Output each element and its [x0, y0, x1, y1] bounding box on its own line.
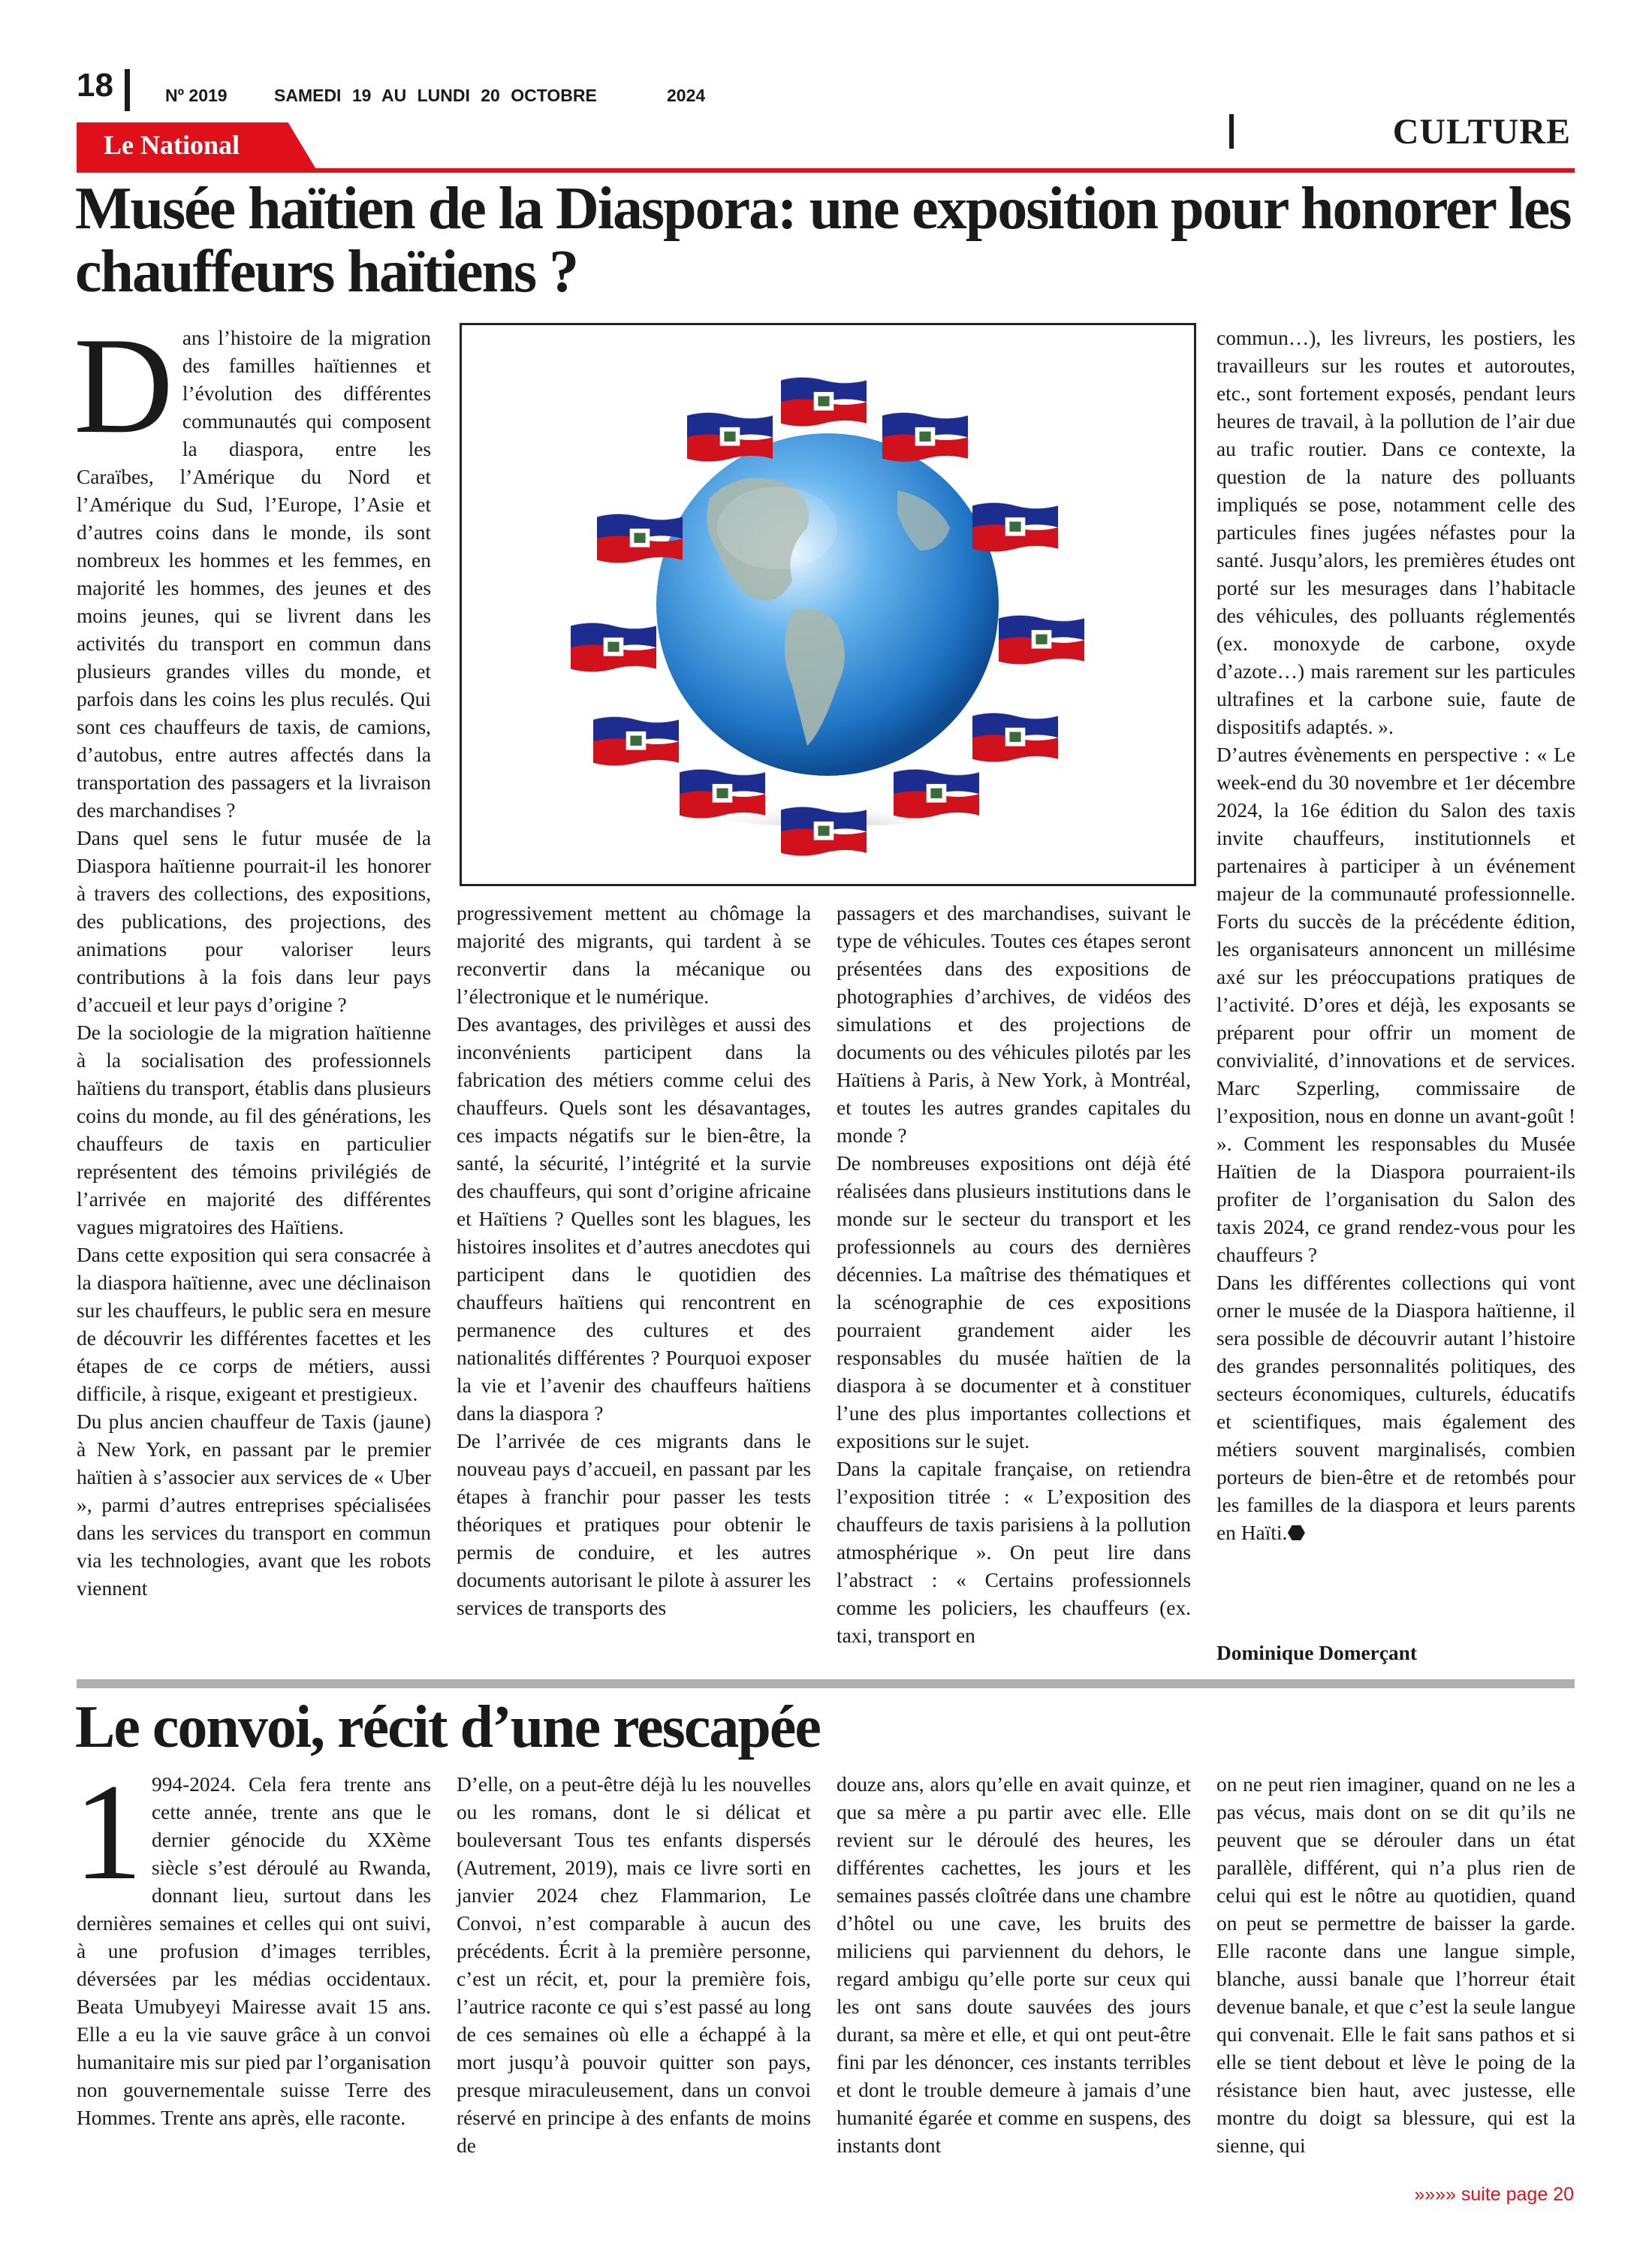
paragraph [1216, 1269, 1575, 1547]
end-mark-icon: ⬣ [1287, 1522, 1306, 1544]
newspaper-logo: Le National [104, 130, 240, 160]
paragraph: Des avantages, des privilèges et aussi des inconvénients participent dans la fabrication des métiers comme celui des chauffeurs. Quels sont les désavantages, ces impacts négatifs sur le bien-être, la santé, la sécurité, l’intégrité et la survie des chauffeurs, qui sont d’origine africaine et Haïtiens ? Quelles sont les blagues, les histoires insolites et d’autres anecdotes qui participent dans le quotidien des chauffeurs haïtiens qui rencontrent en permanence des cultures et des nationalités différentes ? Pourquoi exposer la vie et l’avenir des chauffeurs haïtiens dans la diaspora ? [457, 1013, 811, 1425]
section-label: CULTURE [1392, 112, 1571, 152]
page-number-divider [125, 69, 130, 111]
paragraph-text: Dans les différentes collections qui vont orner le musée de la Diaspora haïtienne, il sera possible de découvrir autant l’histoire des grandes personnalités politiques, des secteurs économiques, culturels, éducatifs et scientifiques, mais également des métiers souvent marginalisés, combien porteurs de bien-être et de retombés pour les familles de la diaspora et leurs parents en Haïti. [1216, 1271, 1575, 1544]
author-signature: Dominique Domerçant [1216, 1642, 1418, 1664]
continued-link[interactable]: »»»» suite page 20 [1414, 2184, 1574, 2205]
paragraph: D’autres évènements en perspective : « Le week-end du 30 novembre et 1er décembre 2024, la 16e édition du Salon des taxis invite chauffeurs, institutionnels et partenaires à participer à un événement majeur de la communauté professionnelle. Forts du succès de la précédente édition, les organisateurs annoncent un millésime axé sur les préoccupations pratiques de l’activité. D’ores et déjà, les exposants se préparent pour offrir un moment de convivialité, d’innovations et de services. Marc Szperling, commissaire de l’exposition, nous en donne un avant-goût ! ». Comment les responsables du Musée Haïtien de la Diaspora pourraient-ils profiter de l’organisation du Salon des taxis 2024, ce grand rendez-vous pour les chauffeurs ? [1216, 743, 1575, 1266]
header-rule [77, 168, 1575, 173]
article-column-3 [837, 1771, 1191, 2160]
paragraph: De la sociologie de la migration haïtienne à la socialisation des professionnels haïtiens du transport, établis dans plusieurs coins du monde, au fil des générations, les chauffeurs de taxis en particulier représentent des témoins privilégiés de l’arrivée en majorité des différentes vagues migratoires des Haïtiens. [77, 1021, 431, 1238]
paragraph: commun…), les livreurs, les postiers, les travailleurs sur les routes et autoroutes, etc., sont fortement exposés, pendant leurs heures de travail, à la pollution de l’air due au trafic routier. Dans ce contexte, la question de la nature des polluants impliqués se pose, notamment celle des particules fines jugées néfastes pour la santé. Jusqu’alors, les premières études ont porté sur les mesurages dans l’habitacle des véhicules, des polluants réglementés (ex. monoxyde de carbone, oxyde d’azote…) mais rarement sur les particules ultrafines et la carbone suie, faute de dispositifs adaptés. ». [1216, 327, 1575, 738]
paragraph: 994-2024. Cela fera trente ans cette année, trente ans que le dernier génocide du XXème siècle s’est déroulé au Rwanda, donnant lieu, surtout dans les dernières semaines et celles qui ont suivi, à une profusion d’images terribles, déversées par les médias occidentaux. Beata Umubyeyi Mairesse avait 15 ans. Elle a eu la vie sauve grâce à un convoi humanitaire mis sur pied par l’organisation non gouvernementale suisse Terre des Hommes. Trente ans après, elle raconte. [77, 1773, 431, 2129]
drop-cap: D [74, 309, 173, 462]
paragraph: passagers et des marchandises, suivant le type de véhicules. Toutes ces étapes seront présentées dans des expositions de photographies d’archives, de vidéos des simulations et des projections de documents ou des véhicules pilotés par les Haïtiens à Paris, à New York, à Montréal, et toutes les autres grandes capitales du monde ? [837, 902, 1191, 1147]
article-separator [77, 1679, 1575, 1688]
paragraph: Dans quel sens le futur musée de la Diaspora haïtienne pourrait-il les honorer à travers des collections, des expositions, des publications, des projections, des animations pour valoriser leurs contributions à la fois dans leur pays d’accueil et leur pays d’origine ? [77, 827, 431, 1016]
drop-cap: 1 [74, 1755, 143, 1908]
paragraph: progressivement mettent au chômage la majorité des migrants, qui tardent à se reconvertir dans la mécanique ou l’électronique et le numérique. [457, 902, 811, 1008]
paragraph: douze ans, alors qu’elle en avait quinze, et que sa mère a pu partir avec elle. Elle revient sur le déroulé des heures, les différentes cachettes, les jours et les semaines passés cloîtrée dans une chambre d’hôtel ou une cave, les bruits des miliciens qui parviennent du dehors, le regard ambigu qu’elle porte sur ceux qui les ont sans doute sauvées des jours durant, sa mère et elle, et qui ont peut-être fini par les dénoncer, ces instants terribles et dont le trouble demeure à jamais d’une humanité égarée et comme en suspens, des instants dont [837, 1773, 1191, 2157]
issue-date: SAMEDI 19 AU LUNDI 20 OCTOBRE [274, 86, 597, 105]
article-column-2 [457, 900, 811, 1622]
article-column-1 [74, 309, 431, 1603]
paragraph: Dans cette exposition qui sera consacrée à la diaspora haïtienne, avec une déclinaison sur les chauffeurs, le public sera en mesure de découvrir les différentes facettes et les étapes de ce corps de métiers, aussi difficile, à risque, exigeant et prestigieux. [77, 1244, 431, 1405]
article-column-3 [837, 900, 1191, 1650]
paragraph: De nombreuses expositions ont déjà été réalisées dans plusieurs institutions dans le monde sur le secteur du transport et les professionnels au cours des dernières décennies. La maîtrise des thématiques et la scénographie de ces expositions pourraient grandement aider les responsables du musée haïtien de la diaspora à se documenter et à constituer l’une des plus importantes collections et expositions sur le sujet. [837, 1152, 1191, 1452]
paragraph: De l’arrivée de ces migrants dans le nouveau pays d’accueil, en passant par les étapes à franchir pour passer les tests théoriques et pratiques pour obtenir le permis de conduire, et les autres documents autorisant le pilote à assurer les services de transports des [457, 1430, 811, 1619]
paragraph: Du plus ancien chauffeur de Taxis (jaune) à New York, en passant par le premier haïtien à s’associer aux services de « Uber », parmi d’autres entreprises spécialisées dans les services du transport en commun via les technologies, avant que les robots viennent [77, 1410, 431, 1600]
page-number: 18 [77, 67, 113, 104]
globe-with-flags-illustration [462, 325, 1194, 884]
article-column-1 [74, 1755, 431, 2132]
paragraph: D’elle, on a peut-être déjà lu les nouvelles ou les romans, dont le si délicat et bouleversant Tous tes enfants dispersés (Autrement, 2019), mais ce livre sorti en janvier 2024 chez Flammarion, Le Convoi, n’est comparable à aucun des précédents. Écrit à la première personne, c’est un récit, et, pour la première fois, l’autrice raconte ce qui s’est passé au long de ces semaines où elle a échappé à la mort jusqu’à pouvoir quitter son pays, presque miraculeusement, dans un convoi réservé en principe à des enfants de moins de [457, 1773, 811, 2157]
paragraph: ans l’histoire de la migration des familles haïtiennes et l’évolution des différentes communautés qui composent la diaspora, entre les Caraïbes, l’Amérique du Nord et l’Amérique du Sud, l’Europe, l’Asie et d’autres coins dans le monde, ils sont nombreux les hommes et les femmes, en majorité les hommes, des jeunes et des moins jeunes, qui se livrent dans les activités du transport en commun dans plusieurs grandes villes du monde, et parfois dans les coins les plus reculés. Qui sont ces chauffeurs de taxis, de camions, d’autobus, entre autres affectés dans la transportation des passagers et la livraison des marchandises ? [77, 327, 431, 822]
article-photo [460, 323, 1196, 886]
paragraph: Dans la capitale française, on retiendra l’exposition titrée : « L’exposition des chauffeurs de taxis parisiens à la pollution atmosphérique ». On peut lire dans l’abstract : « Certains professionnels comme les policiers, les chauffeurs (ex. taxi, transport en [837, 1458, 1191, 1647]
article-column-4 [1216, 1771, 1575, 2160]
section-divider [1229, 114, 1234, 149]
paragraph: on ne peut rien imaginer, quand on ne les a pas vécus, mais dont on se dit qu’ils ne peuvent que se dérouler dans un état parallèle, différent, qui n’a plus rien de celui qui est le nôtre au quotidien, quand on peut se permettre de baisser la garde. Elle raconte dans une langue simple, blanche, aussi banale que l’horreur était devenue banale, et que c’est la seule langue qui convenait. Elle le fait sans pathos et si elle se tient debout et lève le poing de la résistance bien haut, avec justesse, elle montre du doigt sa blessure, qui est la sienne, qui [1216, 1773, 1575, 2157]
issue-year: 2024 [667, 86, 706, 105]
issue-number: Nº 2019 [165, 86, 228, 105]
article-column-2 [457, 1771, 811, 2160]
article-column-4 [1216, 324, 1575, 1547]
article-title: Le convoi, récit d’une rescapée [75, 1694, 820, 1760]
article-title: Musée haïtien de la Diaspora: une exposition pour honorer les chauffeurs haïtiens ? [75, 176, 1571, 305]
